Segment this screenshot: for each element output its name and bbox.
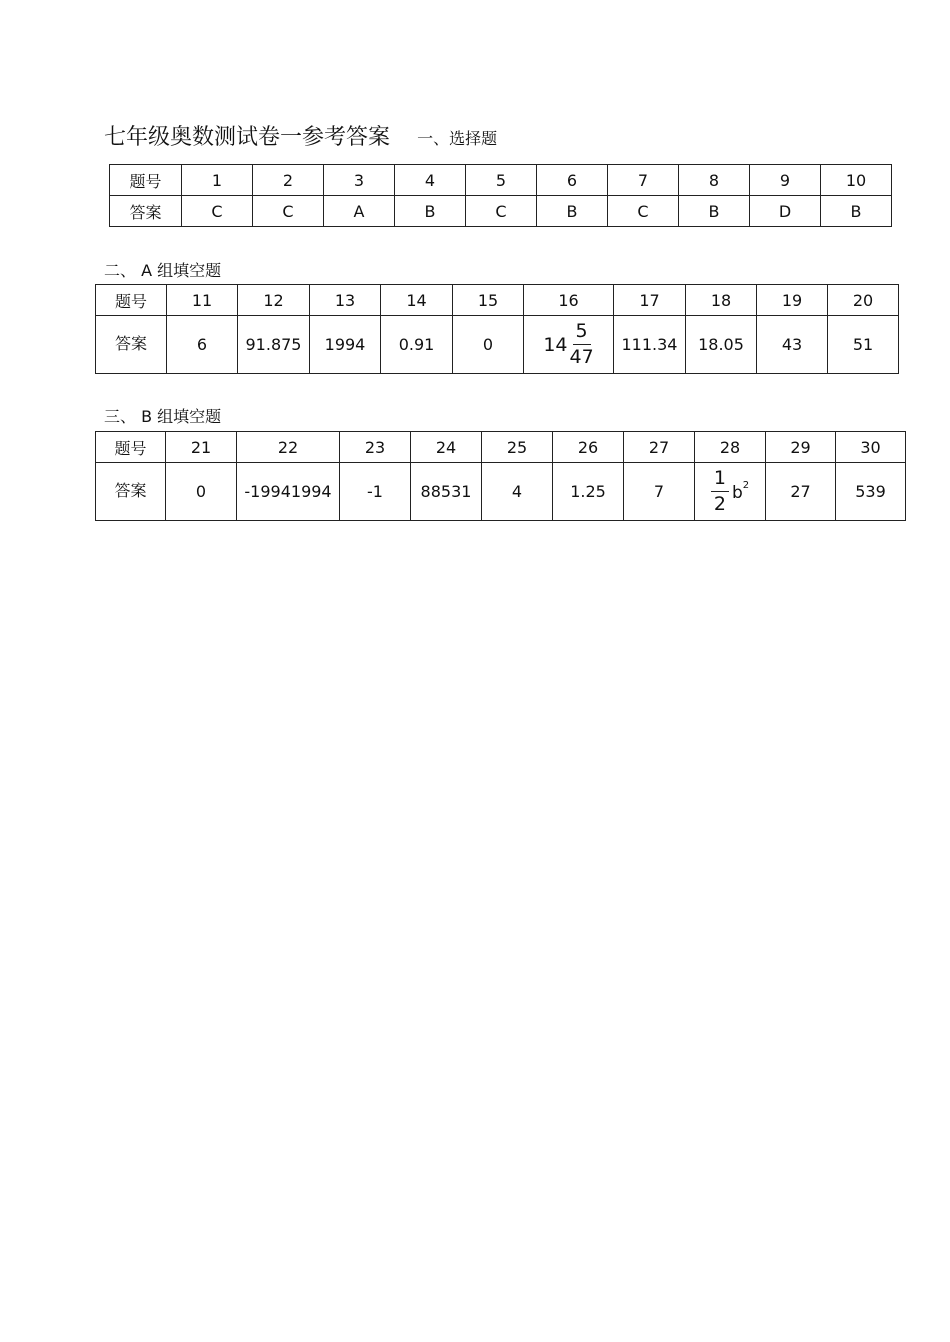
question-number: 7 xyxy=(608,165,679,196)
question-number: 6 xyxy=(537,165,608,196)
answer-cell: A xyxy=(324,196,395,227)
fraction-denominator: 47 xyxy=(569,346,594,368)
fraction-numerator: 5 xyxy=(573,322,591,345)
title-line xyxy=(104,120,497,151)
question-number: 2 xyxy=(253,165,324,196)
table-header-row xyxy=(96,432,906,463)
answer-cell: 88531 xyxy=(411,463,482,521)
question-number: 28 xyxy=(695,432,766,463)
question-number: 19 xyxy=(757,285,828,316)
question-number: 22 xyxy=(237,432,340,463)
question-number: 3 xyxy=(324,165,395,196)
answer-cell: 7 xyxy=(624,463,695,521)
fraction xyxy=(570,322,594,367)
variable xyxy=(731,480,750,503)
table-answer-row xyxy=(96,316,899,374)
table-header-row xyxy=(96,285,899,316)
row-label: 答案 xyxy=(110,196,182,227)
question-number: 23 xyxy=(340,432,411,463)
answer-cell: 0.91 xyxy=(381,316,453,374)
answer-cell: -1 xyxy=(340,463,411,521)
question-number: 12 xyxy=(238,285,310,316)
answer-cell: 6 xyxy=(167,316,238,374)
fraction xyxy=(711,469,729,514)
question-number: 16 xyxy=(524,285,614,316)
answer-cell-mixed-fraction xyxy=(524,316,614,374)
answer-cell: B xyxy=(395,196,466,227)
section1-label: 一、选择题 xyxy=(417,129,498,148)
answer-cell: 4 xyxy=(482,463,553,521)
answer-cell-fraction-expression xyxy=(695,463,766,521)
question-number: 1 xyxy=(182,165,253,196)
section2-label: 二、 A 组填空题 xyxy=(104,261,222,280)
answer-cell: 1.25 xyxy=(553,463,624,521)
question-number: 24 xyxy=(411,432,482,463)
answer-cell: D xyxy=(750,196,821,227)
answer-cell: 91.875 xyxy=(238,316,310,374)
question-number: 27 xyxy=(624,432,695,463)
answer-cell: 43 xyxy=(757,316,828,374)
answer-cell: 111.34 xyxy=(614,316,686,374)
row-label: 答案 xyxy=(96,316,167,374)
answer-cell: B xyxy=(821,196,892,227)
fraction-numerator: 1 xyxy=(711,469,729,492)
fraction-denominator: 2 xyxy=(713,493,726,515)
row-label: 题号 xyxy=(110,165,182,196)
group-a-answer-table xyxy=(95,284,899,374)
answer-cell: C xyxy=(608,196,679,227)
question-number: 20 xyxy=(828,285,899,316)
question-number: 11 xyxy=(167,285,238,316)
question-number: 8 xyxy=(679,165,750,196)
question-number: 17 xyxy=(614,285,686,316)
section3-label: 三、 B 组填空题 xyxy=(104,407,222,426)
answer-cell: 18.05 xyxy=(686,316,757,374)
question-number: 4 xyxy=(395,165,466,196)
table-header-row xyxy=(110,165,892,196)
question-number: 13 xyxy=(310,285,381,316)
row-label: 答案 xyxy=(96,463,166,521)
question-number: 30 xyxy=(836,432,906,463)
answer-cell: C xyxy=(466,196,537,227)
row-label: 题号 xyxy=(96,285,167,316)
variable-base: b xyxy=(731,483,743,503)
question-number: 18 xyxy=(686,285,757,316)
answer-cell: 0 xyxy=(166,463,237,521)
answer-cell: C xyxy=(182,196,253,227)
row-label: 题号 xyxy=(96,432,166,463)
question-number: 21 xyxy=(166,432,237,463)
group-b-answer-table xyxy=(95,431,906,521)
answer-cell: 27 xyxy=(766,463,836,521)
answer-cell: 51 xyxy=(828,316,899,374)
answer-cell: -19941994 xyxy=(237,463,340,521)
document-title: 七年级奥数测试卷一参考答案 xyxy=(104,125,391,150)
answer-cell: B xyxy=(537,196,608,227)
answer-cell: 1994 xyxy=(310,316,381,374)
question-number: 14 xyxy=(381,285,453,316)
question-number: 15 xyxy=(453,285,524,316)
question-number: 25 xyxy=(482,432,553,463)
answer-cell: B xyxy=(679,196,750,227)
answer-cell: C xyxy=(253,196,324,227)
choice-answer-table xyxy=(109,164,892,227)
answer-cell: 0 xyxy=(453,316,524,374)
question-number: 10 xyxy=(821,165,892,196)
table-answer-row xyxy=(110,196,892,227)
question-number: 26 xyxy=(553,432,624,463)
question-number: 5 xyxy=(466,165,537,196)
table-answer-row xyxy=(96,463,906,521)
answer-cell: 539 xyxy=(836,463,906,521)
mixed-number-whole: 14 xyxy=(543,333,568,356)
question-number: 9 xyxy=(750,165,821,196)
exponent: 2 xyxy=(742,480,750,491)
question-number: 29 xyxy=(766,432,836,463)
